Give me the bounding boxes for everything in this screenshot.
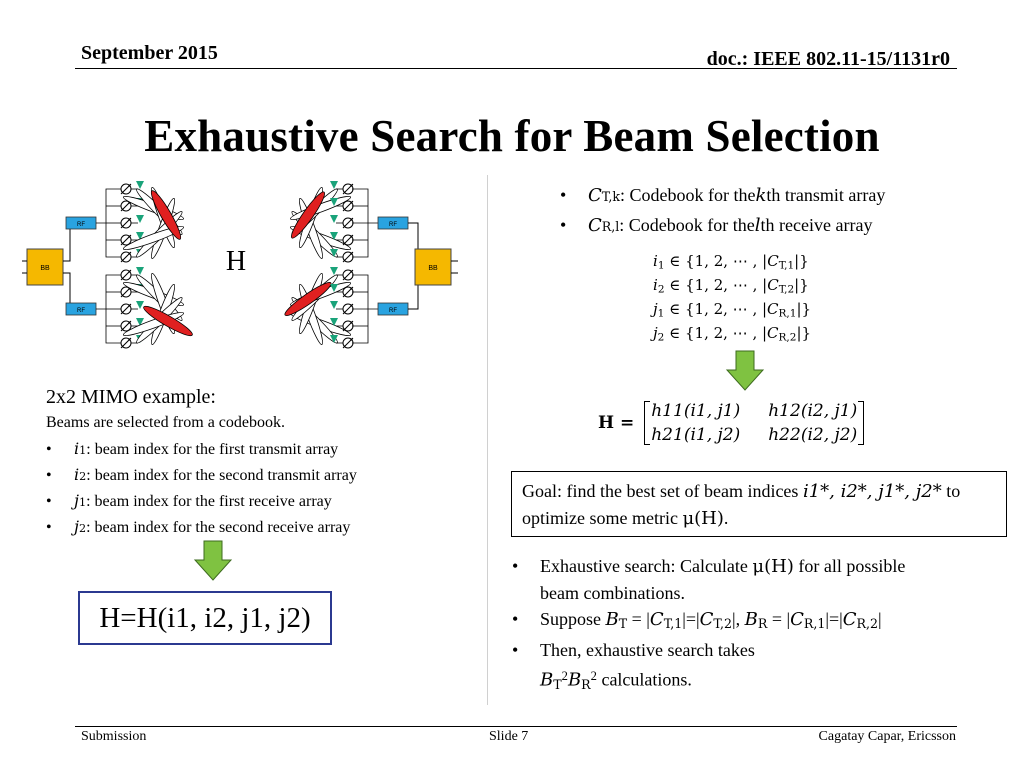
list-item: • i 1 : beam index for the first transmit array xyxy=(46,439,339,458)
index-sets xyxy=(653,252,811,348)
search-cost-list xyxy=(512,553,912,698)
example-intro: Beams are selected from a codebook. xyxy=(46,414,286,431)
matrix-cell: h22(i2, j2) xyxy=(768,425,858,445)
channel-function-text: H=H(i1, i2, j1, j2) xyxy=(99,601,311,634)
goal-box: Goal: find the best set of beam indices i1*, i2*, j1*, j2* to optimize some metric μ(H). xyxy=(511,471,1007,537)
footer-slide-number: Slide 7 xyxy=(489,729,529,744)
slide-title: Exhaustive Search for Beam Selection xyxy=(144,111,880,161)
example-heading: 2x2 MIMO example: xyxy=(46,386,216,408)
metric-symbol: μ(H) xyxy=(682,508,724,529)
matrix-lhs: H = xyxy=(598,413,635,433)
codebook-list xyxy=(560,181,885,241)
bb-rx-label: BB xyxy=(428,265,438,272)
down-arrow-icon xyxy=(193,540,233,582)
header-rule xyxy=(75,68,957,69)
list-item: • Exhaustive search: Calculate μ(H) for all possible beam combinations. xyxy=(512,556,906,603)
footer-rule xyxy=(75,726,957,727)
index-set: $j_2$ ∈ {1, 2, ⋯ , $|C_{R,2}|$} xyxy=(653,324,812,344)
rf-rx-2-label: RF xyxy=(389,308,397,314)
matrix-cell: h11(i1, j1) xyxy=(651,401,741,421)
list-item: • i 2 : beam index for the second transmit array xyxy=(46,465,357,484)
optimal-indices: i1*, i2*, j1*, j2* xyxy=(802,481,942,502)
footer-submission: Submission xyxy=(81,729,147,744)
matrix-cell: h21(i1, j2) xyxy=(651,425,741,445)
header-date: September 2015 xyxy=(81,42,218,64)
list-item: • Suppose $B_T = |C_{T,1}|=|C_{T,2}|$, $B_R = |C_{R,1}|=|C_{R,2}|$ xyxy=(512,609,882,632)
beamforming-diagram xyxy=(22,175,482,350)
list-item: • C R,l : Codebook for the l th receive array xyxy=(560,215,873,236)
list-item: • Then, exhaustive search takes $B_T^2B_R^2$ calculations. xyxy=(512,640,755,692)
list-item: • j 2 : beam index for the second receive array xyxy=(46,517,351,536)
rf-tx-1-label: RF xyxy=(77,222,85,228)
down-arrow-icon xyxy=(725,350,765,392)
beam-index-list xyxy=(46,437,357,541)
bb-tx-label: BB xyxy=(40,265,50,272)
footer-author: Cagatay Capar, Ericsson xyxy=(818,729,956,744)
rf-rx-1-label: RF xyxy=(389,222,397,228)
index-set: $j_1$ ∈ {1, 2, ⋯ , $|C_{R,1}|$} xyxy=(653,300,812,320)
index-set: $i_2$ ∈ {1, 2, ⋯ , $|C_{T,2}|$} xyxy=(653,276,809,296)
channel-matrix xyxy=(598,401,864,445)
header-doc: doc.: IEEE 802.11-15/1131r0 xyxy=(706,48,950,70)
column-divider xyxy=(487,175,488,705)
rf-tx-2-label: RF xyxy=(77,308,85,314)
channel-label: H xyxy=(225,246,247,277)
channel-function-box xyxy=(78,591,332,645)
list-item: • j 1 : beam index for the first receive array xyxy=(46,491,332,510)
list-item: • C T,k : Codebook for the k th transmit array xyxy=(560,185,886,206)
index-set: $i_1$ ∈ {1, 2, ⋯ , $|C_{T,1}|$} xyxy=(653,252,809,272)
matrix-cell: h12(i2, j1) xyxy=(768,401,858,421)
